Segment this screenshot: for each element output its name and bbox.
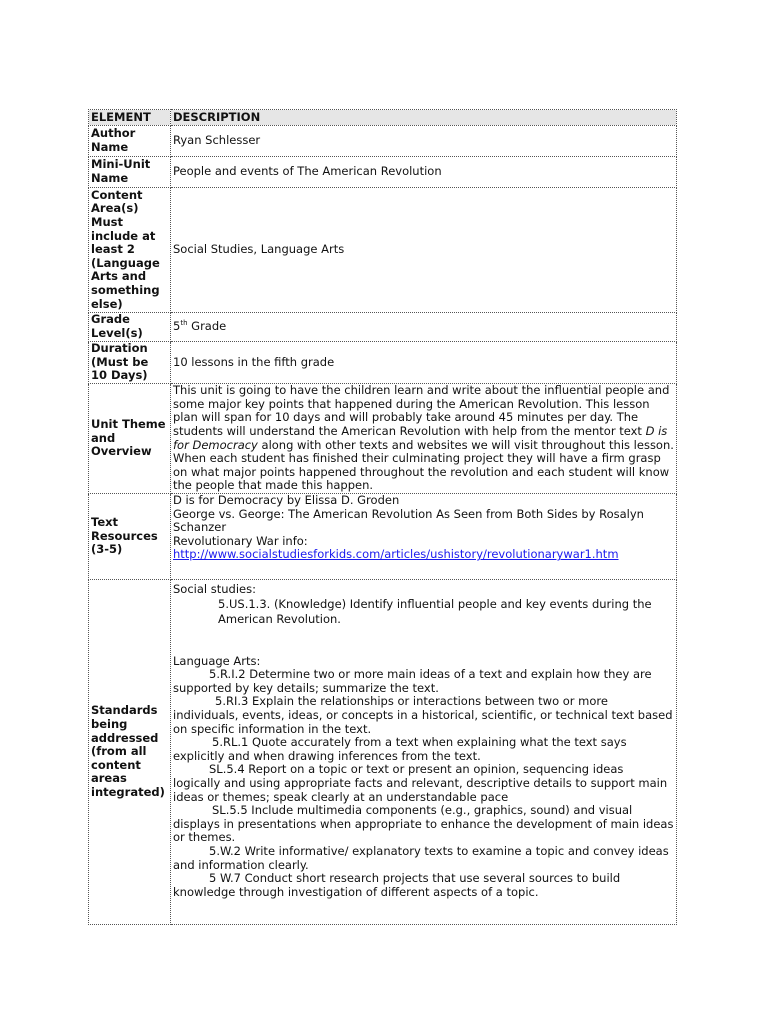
resources-label: Text Resources (3-5) xyxy=(89,494,171,580)
unit-plan-table xyxy=(88,109,677,925)
la-standard xyxy=(173,668,674,695)
miniunit-label: Mini-Unit Name xyxy=(89,157,171,188)
theme-text-before: This unit is going to have the children learn and write about the influential people and some major key points that happened during the American Revolution. This lesson plan will span for 10 days and will probably take around 45 minutes per day. The students will understand the American Revolution with help from the mentor text xyxy=(173,383,670,438)
social-standard xyxy=(173,597,674,628)
author-label: Author Name xyxy=(89,126,171,157)
resources-value xyxy=(171,494,677,580)
la-standard xyxy=(173,695,674,736)
theme-label: Unit Theme and Overview xyxy=(89,384,171,494)
social-heading: Social studies: xyxy=(173,582,256,596)
la-standard-text: 5 W.7 Conduct short research projects that use several sources to build knowledge through investigation of different aspects of a topic. xyxy=(173,871,621,899)
theme-mentor-title: D is for Democracy xyxy=(173,423,668,452)
table-row-miniunit xyxy=(89,157,677,188)
la-standard-text: 5.R.I.2 Determine two or more main ideas of a text and explain how they are supported by key details; summarize the text. xyxy=(173,667,652,695)
section-spacer xyxy=(173,628,674,655)
grade-value xyxy=(171,313,677,342)
standards-value xyxy=(171,580,677,925)
grade-word: Grade xyxy=(187,319,227,334)
social-standard-text: 5.US.1.3. (Knowledge) Identify influential people and key events during the American Revolution. xyxy=(218,596,652,627)
duration-label: Duration (Must be 10 Days) xyxy=(89,342,171,384)
standards-label: Standards being addressed (from all content areas integrated) xyxy=(89,580,171,925)
la-standard-text: 5.RL.1 Quote accurately from a text when explaining what the text says explicitly and when drawing inferences from the text. xyxy=(173,735,627,763)
la-standard xyxy=(173,845,674,872)
la-standard xyxy=(173,736,674,763)
table-row-theme xyxy=(89,384,677,494)
content-label: Content Area(s) Must include at least 2 (Language Arts and something else) xyxy=(89,188,171,313)
la-heading: Language Arts: xyxy=(173,653,261,668)
table-row-standards xyxy=(89,580,677,925)
table-row-duration xyxy=(89,342,677,384)
header-description: DESCRIPTION xyxy=(171,110,677,126)
la-standard xyxy=(173,804,674,845)
duration-value: 10 lessons in the fifth grade xyxy=(171,342,677,384)
table-row-resources xyxy=(89,494,677,580)
table-row-author xyxy=(89,126,677,157)
la-standard-text: SL.5.5 Include multimedia components (e.g., graphics, sound) and visual displays in presentations when appropriate to enhance the development of main ideas or themes. xyxy=(173,803,674,845)
theme-text-after: along with other texts and websites we will visit throughout this lesson. When each student has finished their culminating project they will have a firm grasp on what major points happened throughout the revolution and each student will know the people that made this happen. xyxy=(173,437,674,493)
grade-label: Grade Level(s) xyxy=(89,313,171,342)
resource-item: George vs. George: The American Revolution As Seen from Both Sides by Rosalyn Schanzer xyxy=(173,506,644,535)
content-value: Social Studies, Language Arts xyxy=(171,188,677,313)
resource-item: D is for Democracy by Elissa D. Groden xyxy=(173,493,400,507)
miniunit-value: People and events of The American Revolution xyxy=(171,157,677,188)
theme-value xyxy=(171,384,677,494)
author-value: Ryan Schlesser xyxy=(171,126,677,157)
la-standard-text: 5.RI.3 Explain the relationships or interactions between two or more individuals, events, ideas, or concepts in a historical, scientific, or technical text based on specific information in the text. xyxy=(173,694,673,736)
table-row-content xyxy=(89,188,677,313)
la-standard-text: SL.5.4 Report on a topic or text or present an opinion, sequencing ideas logically and using appropriate facts and relevant, descriptive details to support main ideas or themes; speak clearly at an understandable pace xyxy=(173,762,668,804)
grade-suffix: th xyxy=(180,319,188,328)
grade-number: 5 xyxy=(173,319,181,334)
resource-item: Revolutionary War info: xyxy=(173,533,308,548)
la-standard-text: 5.W.2 Write informative/ explanatory texts to examine a topic and convey ideas and information clearly. xyxy=(173,843,669,872)
table-row-grade xyxy=(89,313,677,342)
la-standard xyxy=(173,872,674,899)
resource-link[interactable]: http://www.socialstudiesforkids.com/articles/ushistory/revolutionarywar1.htm xyxy=(173,547,619,562)
table-header-row xyxy=(89,110,677,126)
la-standard xyxy=(173,763,674,804)
header-element: ELEMENT xyxy=(89,110,171,126)
